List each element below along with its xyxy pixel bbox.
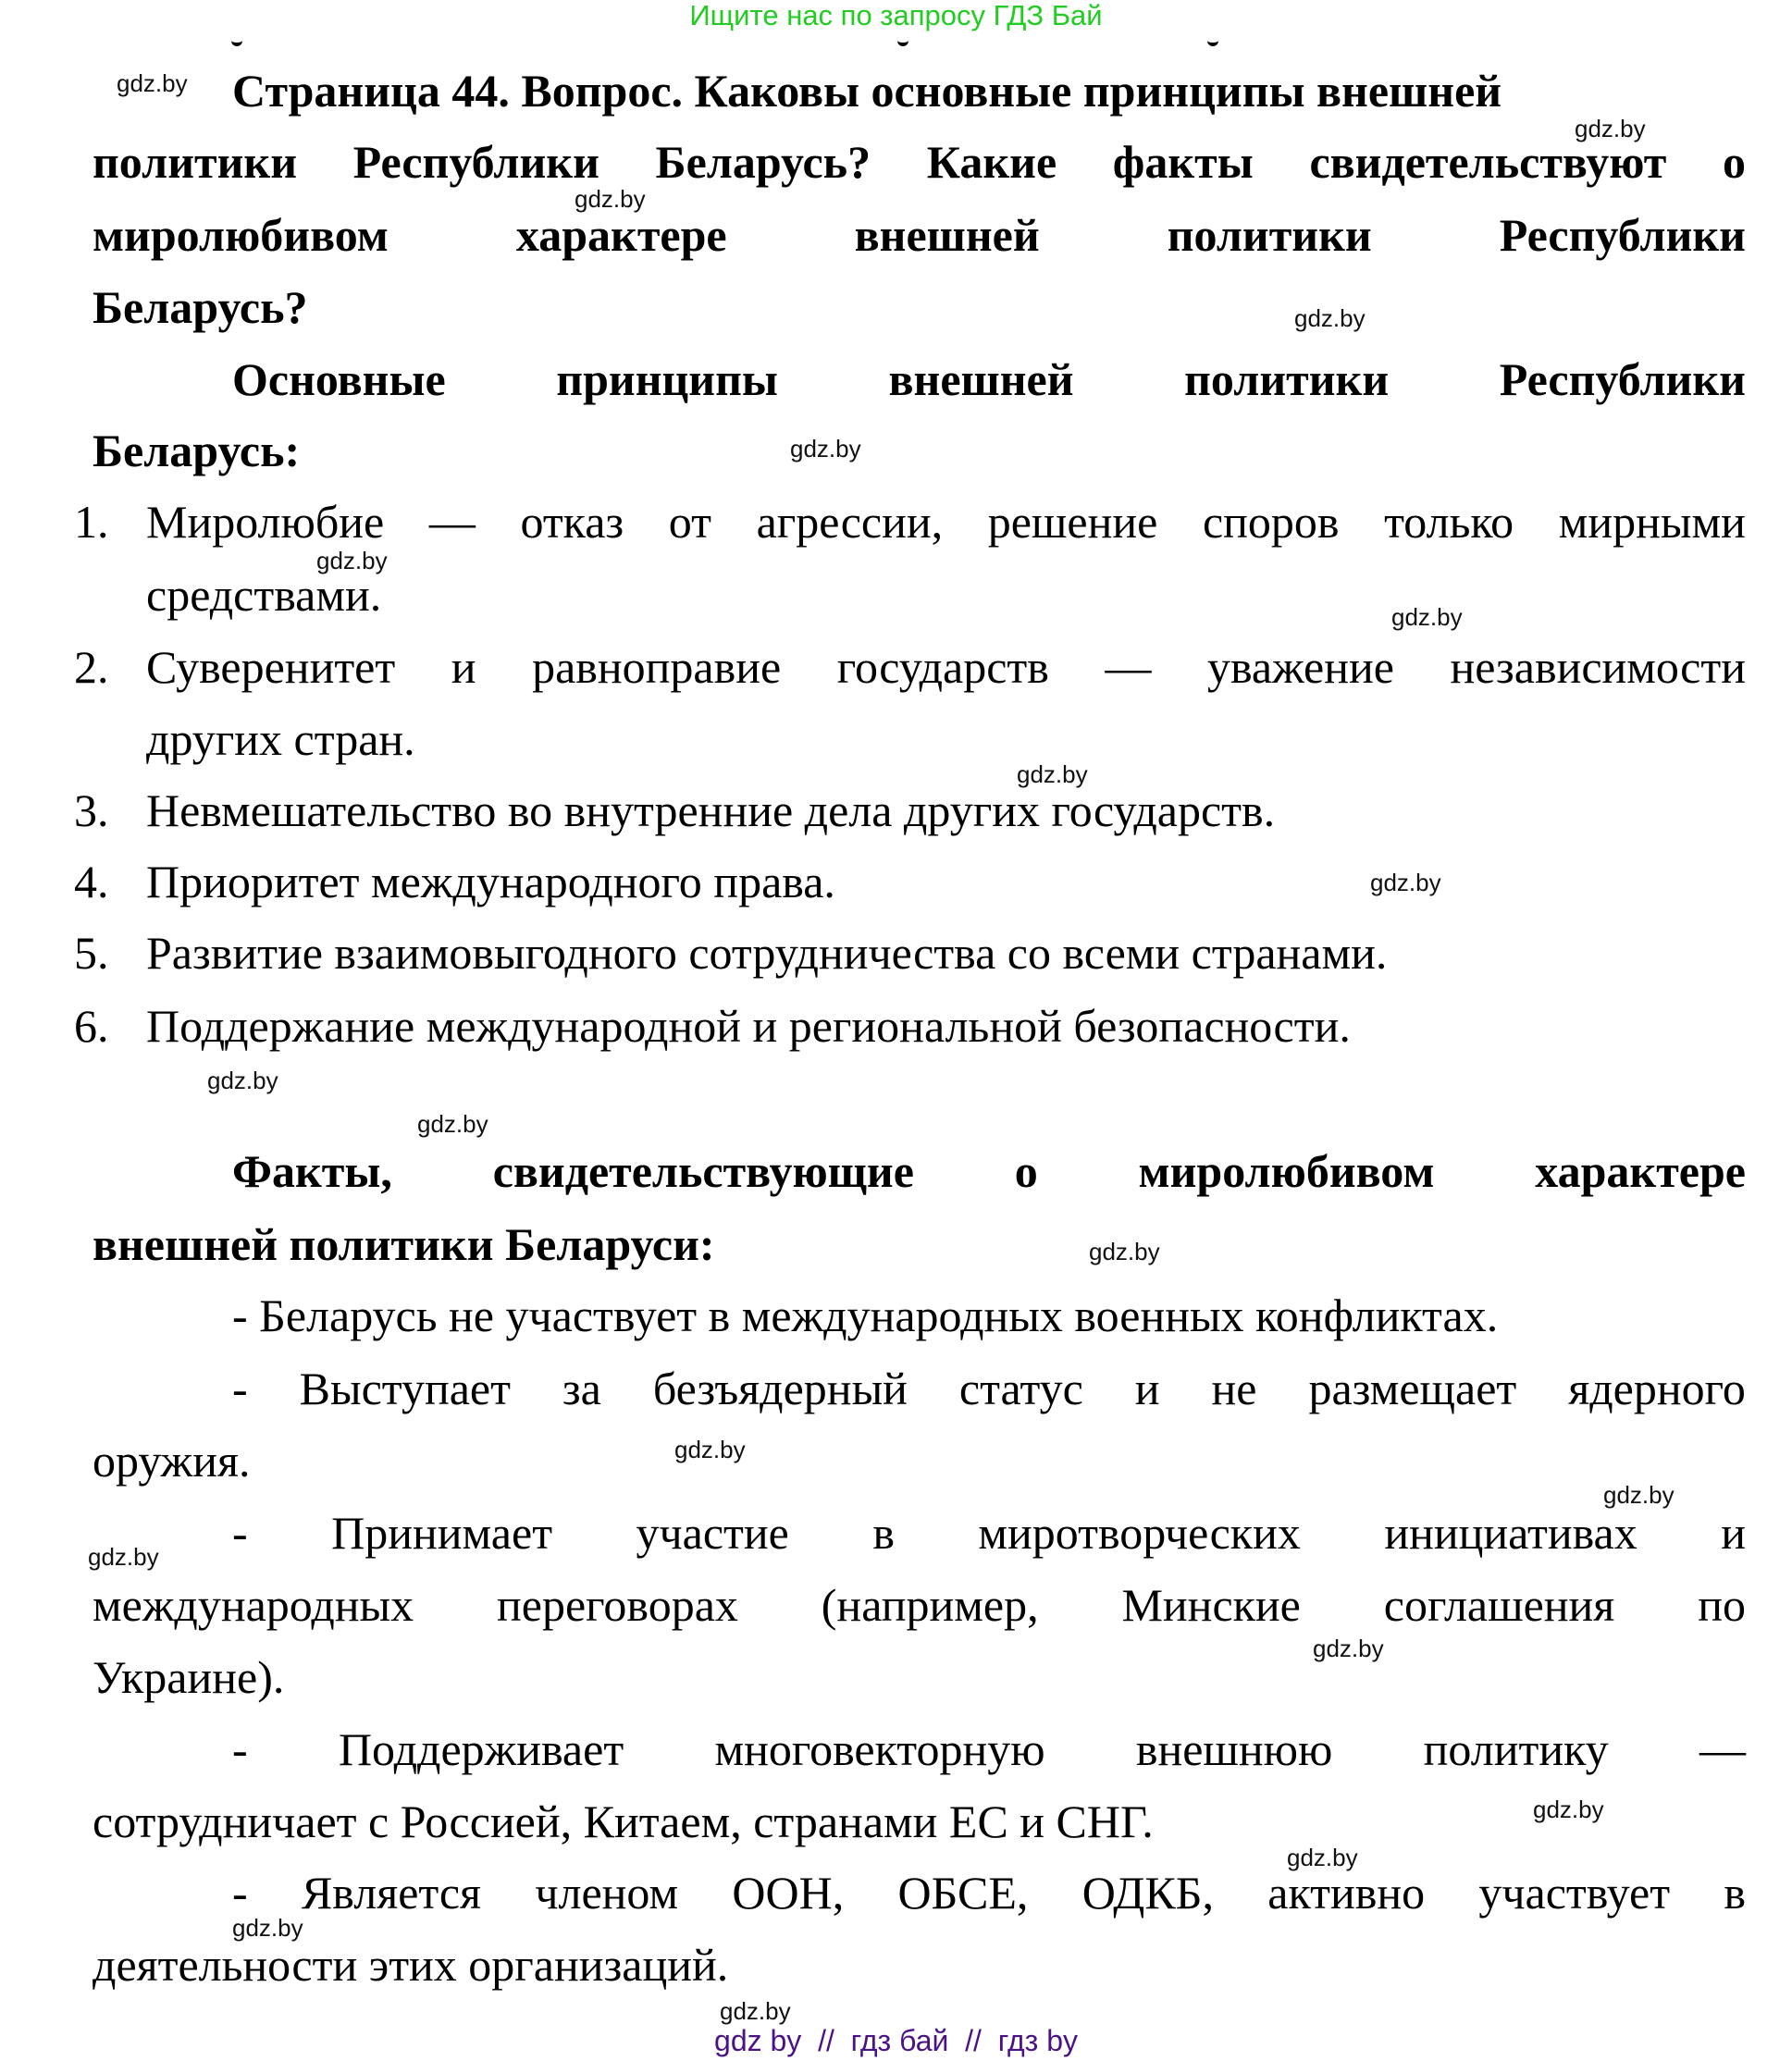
word: за — [562, 1363, 601, 1414]
word: свидетельствуют — [1309, 136, 1667, 188]
watermark: gdz.by — [1533, 1796, 1604, 1823]
word: - — [232, 1867, 248, 1919]
fact-4-line-1 — [232, 1722, 1746, 1777]
word: свидетельствующие — [492, 1145, 914, 1197]
cropped-text-fragment — [231, 33, 242, 46]
list-number: 5. — [74, 927, 109, 979]
word: ОБСЕ, — [897, 1867, 1029, 1919]
fact-2-line-1 — [232, 1361, 1746, 1416]
word: политику — [1423, 1723, 1609, 1775]
list-number: 3. — [74, 784, 109, 836]
word: Беларусь? — [655, 136, 871, 188]
word: - — [232, 1363, 248, 1414]
word: от — [668, 496, 711, 548]
fact-2-line-2: оружия. — [93, 1435, 251, 1487]
question-title-line-3 — [93, 207, 1746, 263]
fact-5-line-2: деятельности этих организаций. — [93, 1939, 729, 1991]
watermark: gdz.by — [1391, 603, 1463, 631]
watermark: gdz.by — [790, 435, 861, 463]
list-item-2-line-1 — [146, 639, 1746, 695]
word: и — [451, 641, 476, 693]
word: ОДКБ, — [1081, 1867, 1214, 1919]
list-item-1-line-1 — [146, 494, 1746, 549]
word: характере — [515, 209, 727, 261]
list-item-3: Невмешательство во внутренние дела других государств. — [146, 784, 1276, 836]
word: Выступает — [299, 1363, 511, 1414]
fact-1: - Беларусь не участвует в международных военных конфликтах. — [232, 1290, 1499, 1341]
fact-3-line-1 — [232, 1505, 1746, 1561]
word: политики — [93, 136, 297, 188]
word: ООН, — [732, 1867, 845, 1919]
word: принципы — [556, 353, 778, 405]
question-title-line-4: Беларусь? — [93, 281, 308, 333]
word: миролюбивом — [1138, 1145, 1435, 1197]
list-number: 1. — [74, 496, 109, 548]
word: Является — [301, 1867, 482, 1919]
word: миротворческих — [978, 1507, 1301, 1559]
watermark: gdz.by — [1089, 1238, 1160, 1265]
fact-4-line-2: сотрудничает с Россией, Китаем, странами ЕС и СНГ. — [93, 1796, 1154, 1847]
watermark: gdz.by — [207, 1067, 278, 1094]
word: соглашения — [1383, 1579, 1615, 1631]
watermark: gdz.by — [1287, 1844, 1358, 1871]
word: внешней — [854, 209, 1040, 261]
fact-5-line-1 — [232, 1865, 1746, 1920]
word: уважение — [1206, 641, 1394, 693]
word: агрессии, — [756, 496, 944, 548]
word: переговорах — [497, 1579, 738, 1631]
word: по — [1698, 1579, 1746, 1631]
word: участие — [636, 1507, 789, 1559]
watermark: gdz.by — [1294, 304, 1366, 332]
watermark: gdz.by — [1603, 1481, 1675, 1509]
word: Факты, — [232, 1145, 392, 1197]
list-item-5: Развитие взаимовыгодного сотрудничества со всеми странами. — [146, 927, 1388, 979]
principles-heading-line-1 — [232, 352, 1746, 407]
question-title-line-1: Страница 44. Вопрос. Каковы основные принципы внешней — [232, 65, 1502, 117]
word: в — [1724, 1867, 1746, 1919]
word: инициативах — [1384, 1507, 1638, 1559]
word: участвует — [1478, 1867, 1671, 1919]
word: Миролюбие — [146, 496, 385, 548]
word: не — [1211, 1363, 1257, 1414]
principles-heading-line-2: Беларусь: — [93, 425, 301, 476]
word: международных — [93, 1579, 414, 1631]
question-title-line-2 — [93, 134, 1746, 190]
word: членом — [535, 1867, 679, 1919]
word: политики — [1167, 209, 1372, 261]
list-item-6: Поддержание международной и региональной безопасности. — [146, 1000, 1351, 1052]
word: Республики — [352, 136, 599, 188]
word: внешнюю — [1135, 1723, 1333, 1775]
word: — — [1105, 641, 1152, 693]
word: о — [1014, 1145, 1038, 1197]
word: размещает — [1308, 1363, 1517, 1414]
watermark: gdz.by — [417, 1110, 488, 1138]
watermark: gdz.by — [316, 547, 388, 574]
fact-3-line-2 — [93, 1577, 1746, 1633]
cropped-text-fragment — [1207, 33, 1218, 46]
facts-heading-line-2: внешней политики Беларуси: — [93, 1218, 715, 1270]
word: решение — [987, 496, 1158, 548]
word: о — [1722, 136, 1746, 188]
word: - — [232, 1723, 248, 1775]
word: статус — [958, 1363, 1083, 1414]
watermark: gdz.by — [1017, 760, 1088, 788]
word: Республики — [1499, 209, 1746, 261]
list-number: 4. — [74, 856, 109, 907]
watermark: gdz.by — [88, 1543, 159, 1571]
list-number: 6. — [74, 1000, 109, 1052]
word: в — [872, 1507, 895, 1559]
word: факты — [1112, 136, 1254, 188]
word: Принимает — [331, 1507, 553, 1559]
fact-3-line-3: Украине). — [93, 1651, 285, 1703]
word: отказ — [520, 496, 624, 548]
word: (например, — [821, 1579, 1039, 1631]
word: Какие — [926, 136, 1057, 188]
word: мирными — [1558, 496, 1746, 548]
watermark: gdz.by — [1370, 869, 1441, 896]
word: - — [232, 1507, 248, 1559]
watermark: gdz.by — [720, 1997, 791, 2025]
word: многовекторную — [714, 1723, 1045, 1775]
word: ядерного — [1568, 1363, 1746, 1414]
word: миролюбивом — [93, 209, 389, 261]
watermark: gdz.by — [1575, 115, 1646, 142]
word: Поддерживает — [338, 1723, 624, 1775]
word: — — [428, 496, 476, 548]
word: и — [1134, 1363, 1160, 1414]
word: внешней — [888, 353, 1074, 405]
list-number: 2. — [74, 641, 109, 693]
list-item-1-line-2: средствами. — [146, 569, 382, 621]
word: споров — [1202, 496, 1340, 548]
watermark: gdz.by — [674, 1436, 746, 1463]
search-banner: Ищите нас по запросу ГДЗ Бай — [689, 0, 1103, 31]
watermark: gdz.by — [1313, 1635, 1384, 1662]
word: Республики — [1499, 353, 1746, 405]
footer-links: gdz by // гдз бай // гдз by — [714, 2024, 1078, 2057]
word: безъядерный — [652, 1363, 908, 1414]
watermark: gdz.by — [575, 185, 646, 213]
list-item-2-line-2: других стран. — [146, 713, 415, 765]
word: Минские — [1121, 1579, 1301, 1631]
word: независимости — [1450, 641, 1746, 693]
word: только — [1384, 496, 1514, 548]
word: Суверенитет — [146, 641, 396, 693]
word: государств — [836, 641, 1049, 693]
facts-heading-line-1 — [232, 1143, 1746, 1199]
word: — — [1699, 1723, 1746, 1775]
watermark: gdz.by — [117, 69, 188, 97]
word: Основные — [232, 353, 446, 405]
cropped-text-fragment — [897, 33, 908, 46]
word: политики — [1184, 353, 1390, 405]
list-item-4: Приоритет международного права. — [146, 856, 835, 907]
watermark: gdz.by — [232, 1914, 303, 1942]
word: и — [1721, 1507, 1746, 1559]
word: активно — [1267, 1867, 1426, 1919]
word: характере — [1535, 1145, 1746, 1197]
word: равноправие — [532, 641, 782, 693]
